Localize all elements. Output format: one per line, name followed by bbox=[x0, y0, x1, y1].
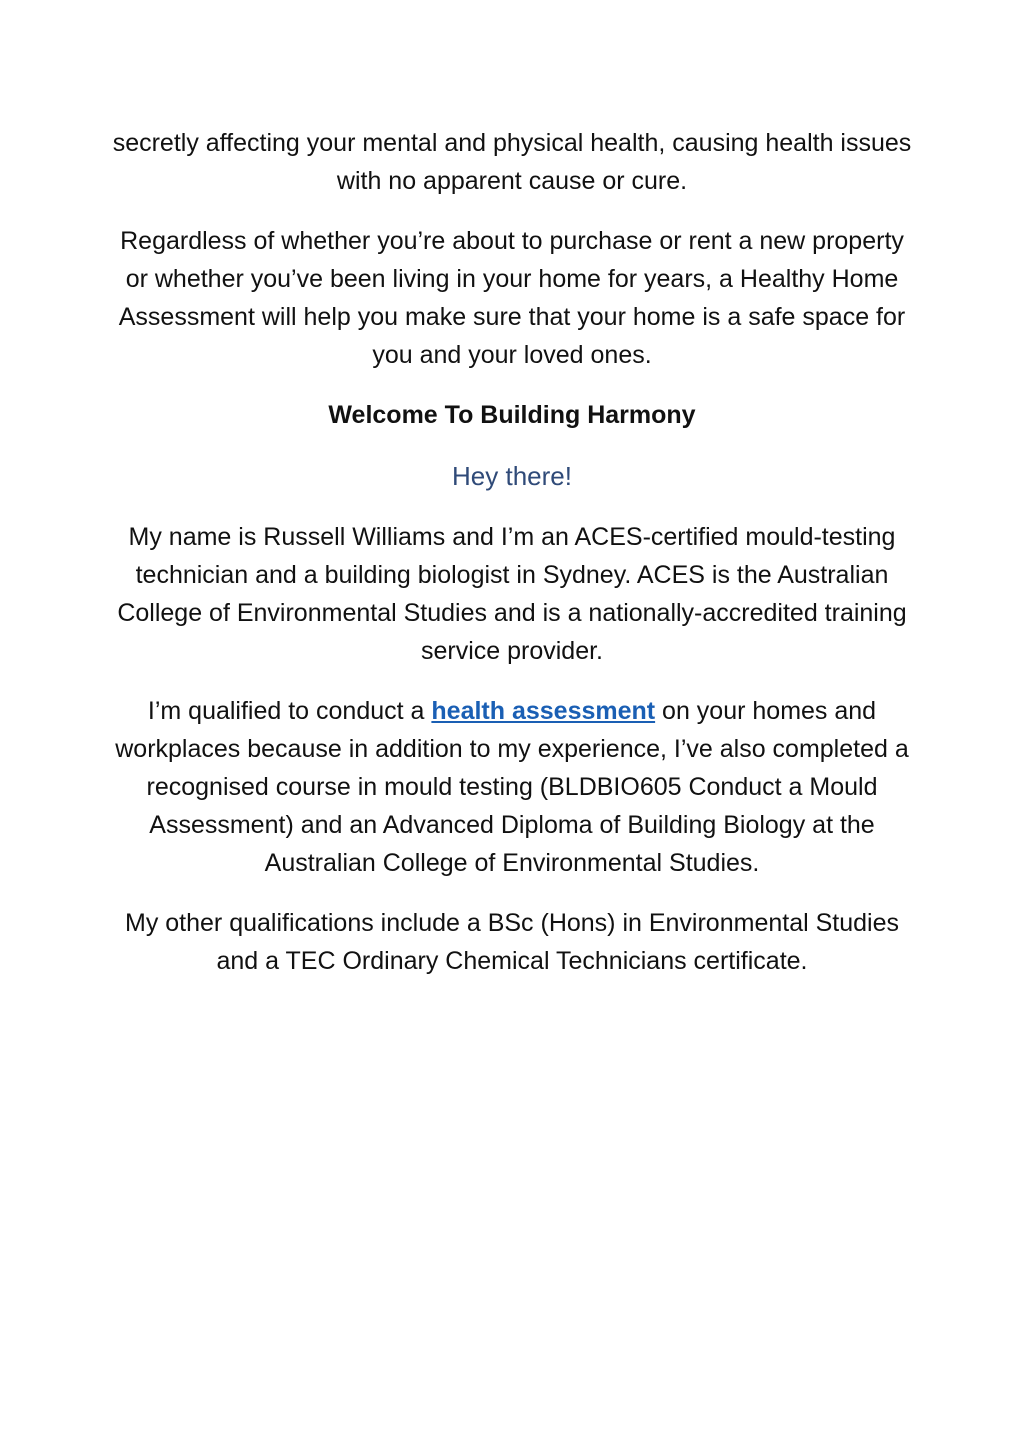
paragraph-qualifications bbox=[112, 692, 912, 882]
health-assessment-link[interactable]: health assessment bbox=[431, 697, 656, 725]
paragraph-assessment-intro: Regardless of whether you’re about to purchase or rent a new property or whether you’ve been living in your home for years, a Healthy Home Assessment will help you make sure that your home is a safe space for you and your loved ones. bbox=[118, 227, 906, 369]
document-body bbox=[112, 124, 912, 1002]
paragraph-other-qualifications: My other qualifications include a BSc (Hons) in Environmental Studies and a TEC Ordinary Chemical Technicians certificate. bbox=[125, 909, 899, 975]
qualifications-text-before: I’m qualified to conduct a bbox=[147, 697, 432, 725]
qualifications-text-after: on your homes and workplaces because in addition to my experience, I’ve also completed a recognised course in mould testing (BLDBIO605 Conduct a Mould Assessment) and an Advanced Diploma of Building Biology at the Australian College of Environmental Studies. bbox=[115, 697, 909, 877]
paragraph-health-effects: secretly affecting your mental and physical health, causing health issues with no apparent cause or cure. bbox=[112, 129, 912, 195]
greeting-text: Hey there! bbox=[452, 461, 572, 491]
section-heading: Welcome To Building Harmony bbox=[328, 401, 696, 429]
paragraph-introduction: My name is Russell Williams and I’m an ACES-certified mould-testing technician and a building biologist in Sydney. ACES is the Australian College of Environmental Studies and is a nationally-accredited training service provider. bbox=[117, 523, 907, 665]
